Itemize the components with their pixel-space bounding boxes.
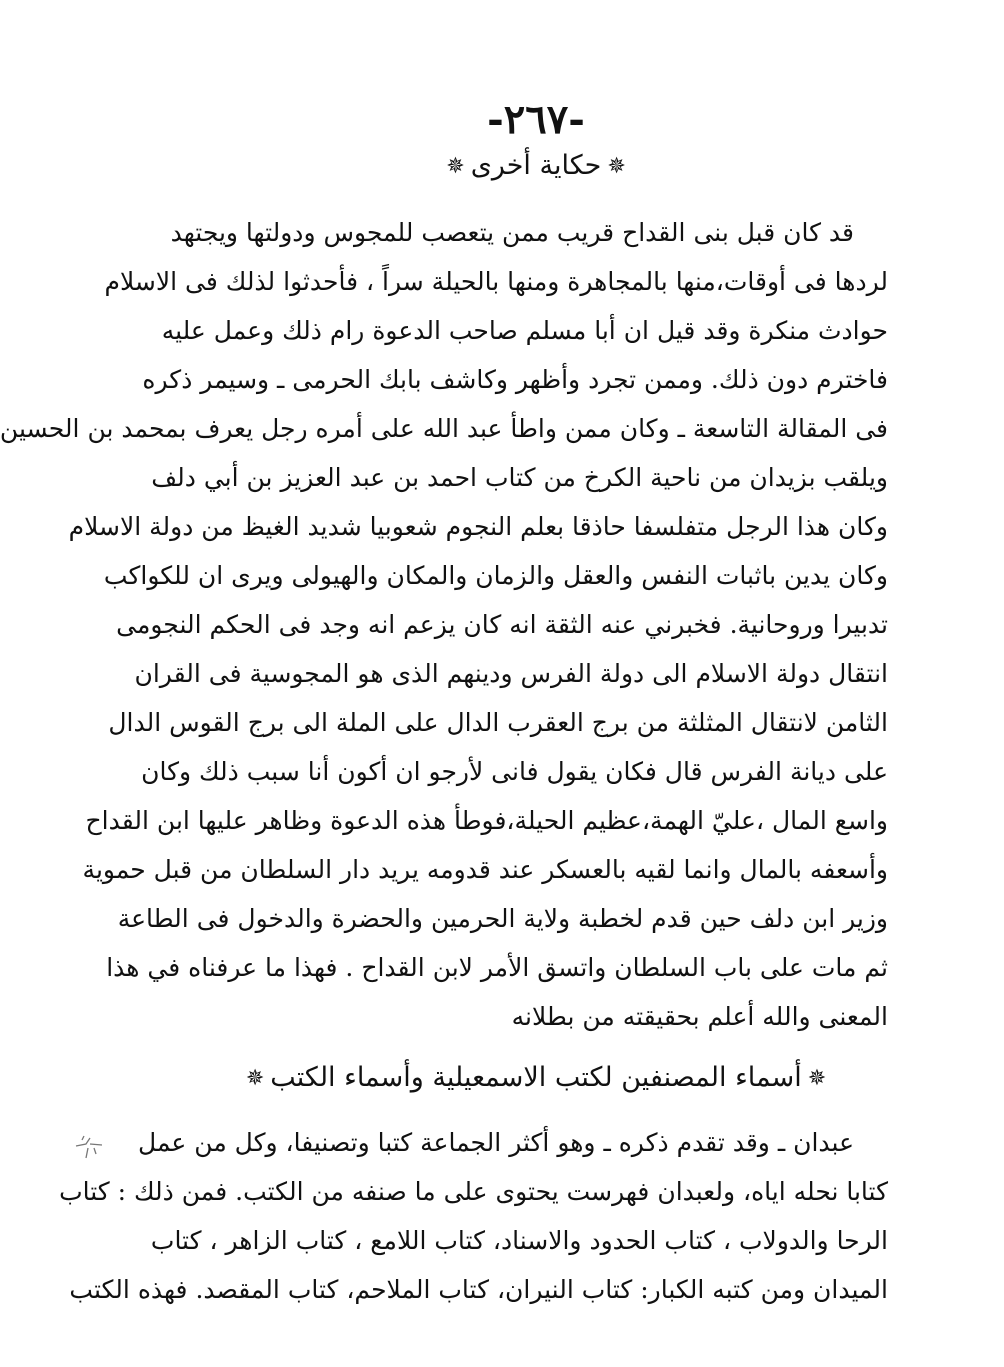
text-line: واسع المال ،عليّ الهمة،عظيم الحيلة،فوطأ هذه الدعوة وظاهر عليها ابن القداح: [85, 806, 888, 835]
text-line: انتقال دولة الاسلام الى دولة الفرس ودينهم الذى هو المجوسية فى القران: [134, 659, 888, 688]
margin-annotation-mark-icon: [72, 1124, 106, 1164]
text-line: الرحا والدولاب ، كتاب الحدود والاسناد، كتاب اللامع ، كتاب الزاهر ، كتاب: [150, 1226, 888, 1255]
ornament-left-icon: ✵: [446, 154, 465, 179]
text-line: عبدان ـ وقد تقدم ذكره ـ وهو أكثر الجماعة كتبا وتصنيفا، وكل من عمل: [138, 1128, 854, 1157]
section-heading-text: أسماء المصنفين لكتب الاسمعيلية وأسماء الكتب: [270, 1062, 802, 1093]
text-line: الثامن لانتقال المثلثة من برج العقرب الدال على الملة الى برج القوس الدال: [108, 708, 888, 737]
text-line: فى المقالة التاسعة ـ وكان ممن واطأ عبد الله على أمره رجل يعرف بمحمد بن الحسين: [0, 414, 888, 443]
section-2-body: [59, 1118, 888, 1314]
text-line: وكان يدين باثبات النفس والعقل والزمان والمكان والهيولى ويرى ان للكواكب: [103, 561, 888, 590]
text-line: لردها فى أوقات،منها بالمجاهرة ومنها بالحيلة سراً ، فأحدثوا لذلك فى الاسلام: [104, 267, 888, 296]
text-line: المعنى والله أعلم بحقيقته من بطلانه: [511, 1002, 888, 1031]
page-number: -٢٦٧-: [487, 96, 585, 143]
ornament-left-icon: ✵: [245, 1066, 265, 1091]
ornament-right-icon: ✵: [607, 154, 626, 179]
section-1-body: [0, 208, 888, 1041]
text-line: على ديانة الفرس قال فكان يقول فانى لأرجو ان أكون أنا سبب ذلك وكان: [141, 757, 888, 786]
section-heading-text: حكاية أخرى: [470, 150, 602, 181]
section-heading-hikaya-ukhra: [68, 150, 1004, 181]
section-heading-ismaili-authors: [68, 1062, 1004, 1093]
text-line: الميدان ومن كتبه الكبار: كتاب النيران، كتاب الملاحم، كتاب المقصد. فهذه الكتب: [69, 1275, 888, 1304]
text-line: كتابا نحله اياه، ولعبدان فهرست يحتوى على ما صنفه من الكتب. فمن ذلك : كتاب: [59, 1177, 888, 1206]
text-line: ثم مات على باب السلطان واتسق الأمر لابن القداح . فهذا ما عرفناه في هذا: [106, 953, 888, 982]
ornament-right-icon: ✵: [807, 1066, 827, 1091]
text-line: وكان هذا الرجل متفلسفا حاذقا بعلم النجوم شعوبيا شديد الغيظ من دولة الاسلام: [68, 512, 888, 541]
text-line: فاخترم دون ذلك. وممن تجرد وأظهر وكاشف بابك الحرمى ـ وسيمر ذكره: [142, 365, 888, 394]
text-line: وأسعفه بالمال وانما لقيه بالعسكر عند قدومه يريد دار السلطان من قبل حموية: [82, 855, 888, 884]
text-line: قد كان قبل بنى القداح قريب ممن يتعصب للمجوس ودولتها ويجتهد: [170, 218, 854, 247]
text-line: تدبيرا وروحانية. فخبرني عنه الثقة انه كان يزعم انه وجد فى الحكم النجومى: [116, 610, 888, 639]
text-line: وزير ابن دلف حين قدم لخطبة ولاية الحرمين والحضرة والدخول فى الطاعة: [117, 904, 888, 933]
text-line: ويلقب بزيدان من ناحية الكرخ من كتاب احمد بن عبد العزيز بن أبي دلف: [151, 463, 888, 492]
text-line: حوادث منكرة وقد قيل ان أبا مسلم صاحب الدعوة رام ذلك وعمل عليه: [161, 316, 888, 345]
